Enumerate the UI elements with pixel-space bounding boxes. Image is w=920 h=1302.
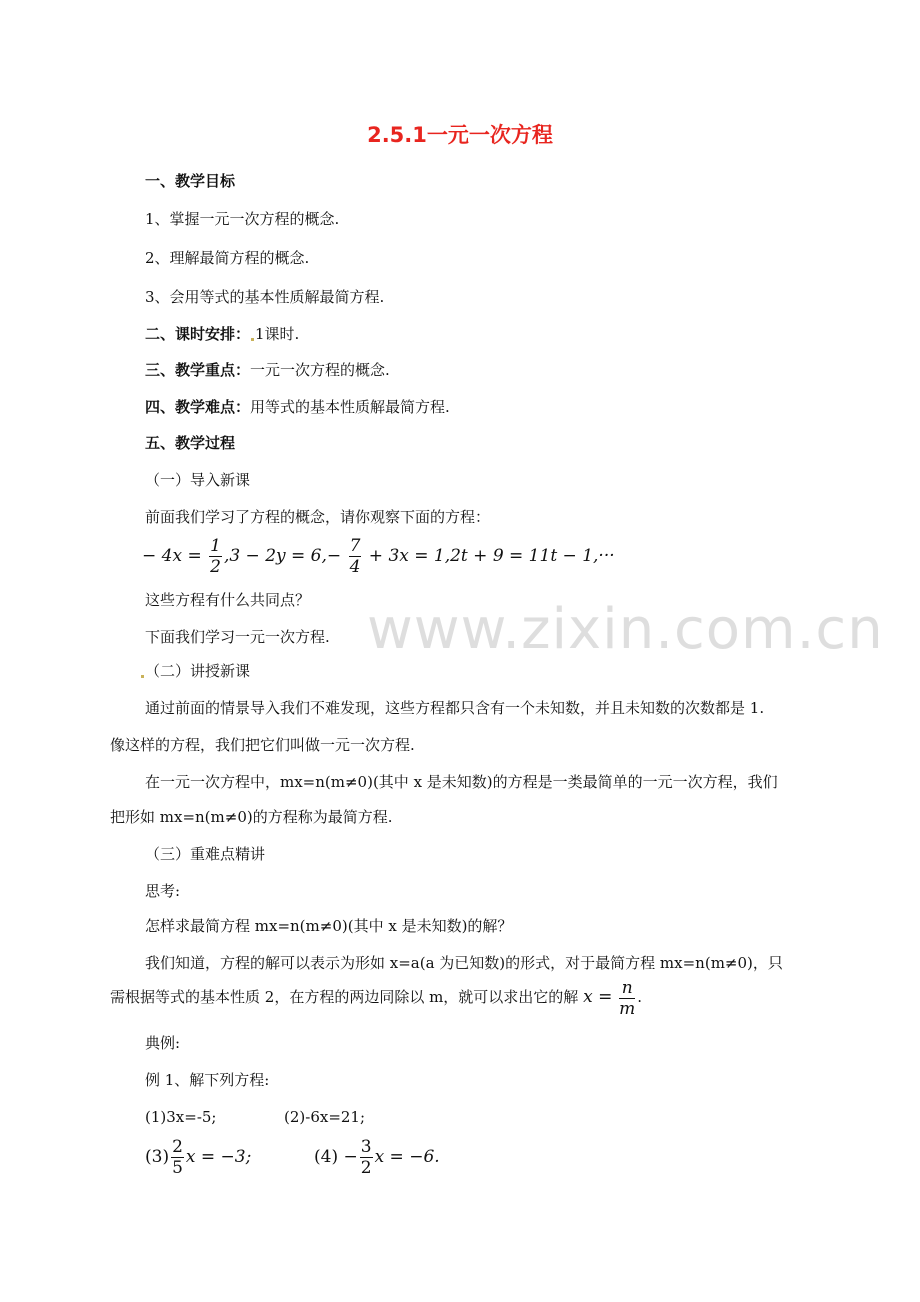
key-point-label: 三、教学重点： xyxy=(145,361,251,379)
example-eq-1: (1)3x=-5; xyxy=(145,1108,217,1126)
part3-paragraph-line2-text: 需根据等式的基本性质 2，在方程的两边同除以 m，就可以求出它的解 xyxy=(110,988,579,1006)
example-1-title: 例 1、解下列方程: xyxy=(145,1071,270,1089)
key-point-line xyxy=(145,360,390,380)
objective-3: 3、会用等式的基本性质解最简方程. xyxy=(145,288,385,306)
marker-dot xyxy=(251,338,254,341)
part1-intro: 前面我们学习了方程的概念，请你观察下面的方程： xyxy=(145,508,491,526)
difficulty-text: 用等式的基本性质解最简方程. xyxy=(250,398,450,416)
part1-question: 这些方程有什么共同点？ xyxy=(145,591,311,609)
fraction-denominator: 2 xyxy=(210,557,221,577)
key-point-text: 一元一次方程的概念. xyxy=(250,361,390,379)
part3-think: 思考: xyxy=(145,882,181,900)
solution-lhs: x = xyxy=(583,987,613,1007)
difficulty-label: 四、教学难点： xyxy=(145,398,251,416)
objective-2: 2、理解最简方程的概念. xyxy=(145,249,310,267)
equation-seg-2: ,3 − 2y = 6,− xyxy=(223,546,342,566)
part1-next: 下面我们学习一元一次方程. xyxy=(145,628,330,646)
fraction-n-over-m xyxy=(619,978,635,1019)
class-hours-value: 1课时. xyxy=(255,325,300,343)
fraction-numerator: 7 xyxy=(349,536,361,556)
fraction-seven-fourths xyxy=(349,536,362,577)
part2-paragraph2-line2: 把形如 mx=n(m≠0)的方程称为最简方程. xyxy=(110,808,393,826)
part2-paragraph1-line1: 通过前面的情景导入我们不难发现，这些方程都只含有一个未知数，并且未知数的次数都是 1. xyxy=(145,699,765,717)
equation-list xyxy=(142,535,615,577)
example-eq-2: (2)-6x=21; xyxy=(284,1108,366,1126)
class-hours-label: 二、课时安排： xyxy=(145,325,251,343)
fraction-denominator: m xyxy=(619,998,636,1019)
part2-heading: （二）讲授新课 xyxy=(145,662,251,680)
solution-end: . xyxy=(637,988,643,1006)
fraction-denominator: 5 xyxy=(172,1158,183,1178)
equation-seg-1: − 4x = xyxy=(142,546,202,566)
heading-teaching-objectives: 一、教学目标 xyxy=(145,172,236,190)
fraction-numerator: n xyxy=(619,978,635,999)
example-eq-3-prefix: (3) xyxy=(145,1147,170,1167)
part3-paragraph-line1: 我们知道，方程的解可以表示为形如 x=a(a 为已知数)的形式，对于最简方程 mx=n(m≠0)，只 xyxy=(145,954,783,972)
marker-dot xyxy=(141,675,144,678)
fraction-denominator: 2 xyxy=(360,1158,372,1178)
fraction-denominator: 4 xyxy=(349,557,361,577)
part2-paragraph2-line1: 在一元一次方程中，mx=n(m≠0)(其中 x 是未知数)的方程是一类最简单的一元一次方程，我们 xyxy=(145,773,778,791)
example-label: 典例: xyxy=(145,1034,181,1052)
heading-teaching-process: 五、教学过程 xyxy=(145,434,236,452)
part3-question: 怎样求最简方程 mx=n(m≠0)(其中 x 是未知数)的解？ xyxy=(145,917,513,935)
part1-heading: （一）导入新课 xyxy=(145,471,251,489)
watermark: www.zixin.com.cn xyxy=(367,597,884,662)
difficulty-line xyxy=(145,397,450,417)
example-eq-4-rest: x = −6. xyxy=(374,1147,440,1167)
part3-paragraph-line2 xyxy=(110,976,642,1019)
part2-heading-line xyxy=(140,661,250,681)
fraction-numerator: 2 xyxy=(172,1137,183,1157)
objective-1: 1、掌握一元一次方程的概念. xyxy=(145,210,340,228)
class-hours-line xyxy=(145,324,299,344)
fraction-three-halves xyxy=(360,1137,373,1178)
fraction-two-fifths xyxy=(171,1137,184,1178)
fraction-numerator: 3 xyxy=(360,1137,372,1157)
example-eq-3 xyxy=(145,1136,251,1178)
fraction-numerator: 1 xyxy=(210,536,221,556)
part3-heading: （三）重难点精讲 xyxy=(145,845,266,863)
part2-paragraph1-line2: 像这样的方程，我们把它们叫做一元一次方程. xyxy=(110,736,415,754)
equation-seg-3: + 3x = 1,2t + 9 = 11t − 1,··· xyxy=(368,546,615,566)
example-eq-3-rest: x = −3; xyxy=(185,1147,252,1167)
example-eq-4 xyxy=(314,1136,440,1178)
fraction-one-half xyxy=(209,536,222,577)
example-eq-4-prefix: (4) − xyxy=(314,1147,358,1167)
page-title: 2.5.1一元一次方程 xyxy=(367,123,553,147)
